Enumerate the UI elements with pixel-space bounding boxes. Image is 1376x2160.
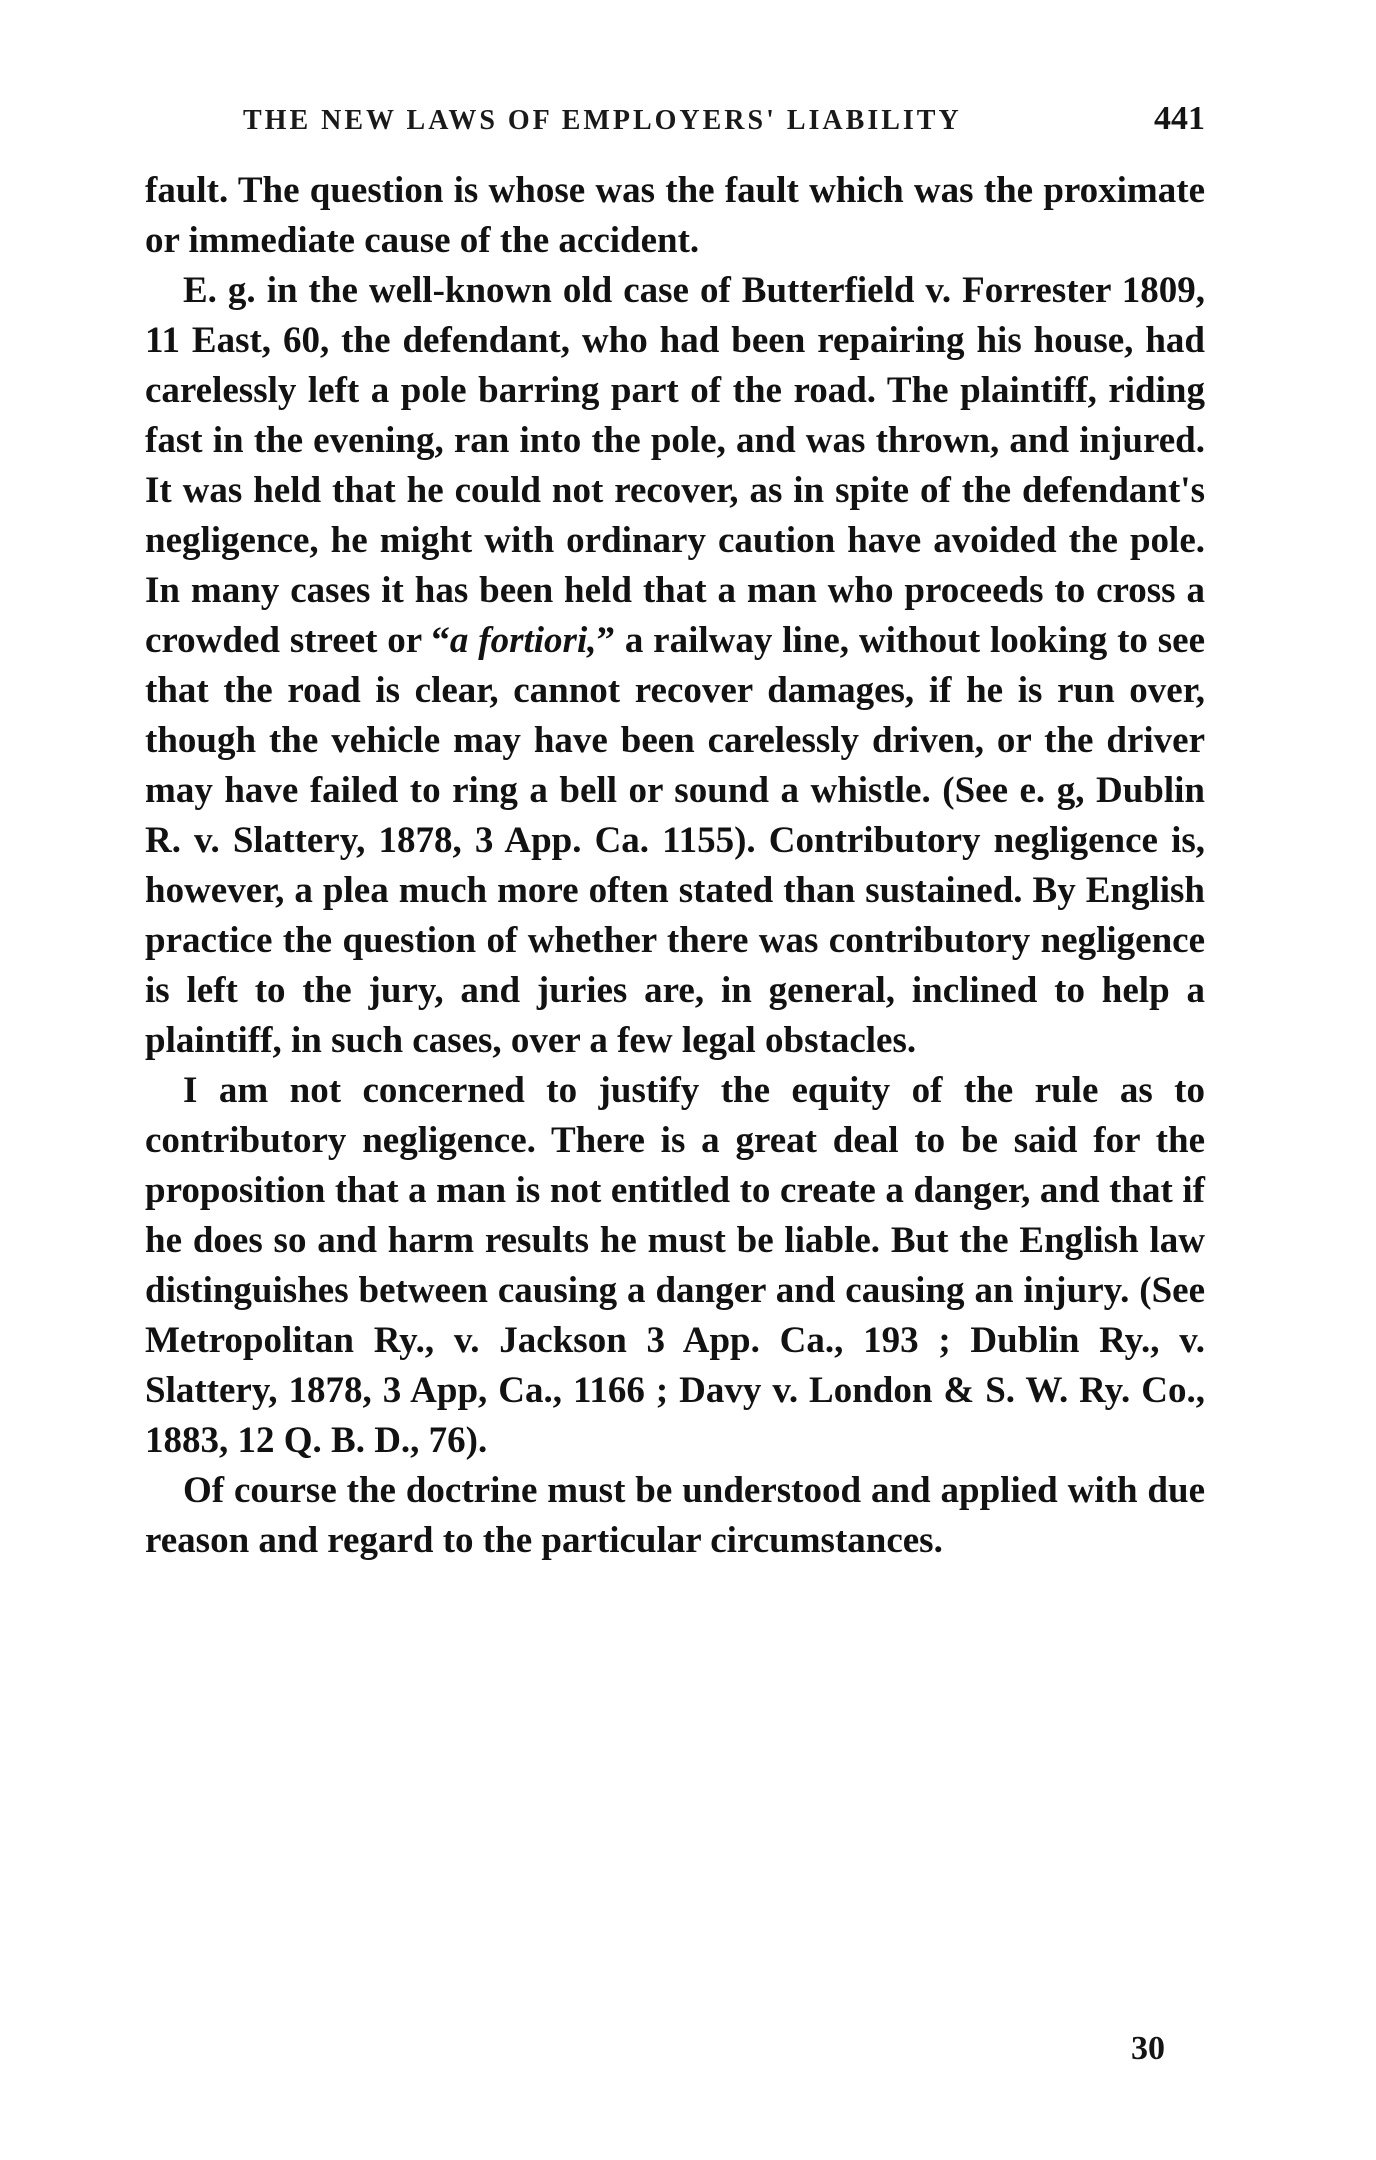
paragraph-text: E. g. in the well-known old case of Butterfield v. Forrester 1809, 11 East, 60, the defendant, who had been repairing his house, had carelessly left a pole barring part of the road. The plaintiff, riding fast in the evening, ran into the pole, and was thrown, and injured. It was held that he could not recover, as in spite of the defendant's negligence, he might with ordinary caution have avoided the pole. In many cases it has been held that a man who proceeds to cross a crowded street or “: [145, 270, 1205, 661]
paragraph-2: [145, 266, 1205, 1066]
signature-mark: 30: [1131, 2030, 1165, 2067]
paragraph-text: Of course the doctrine must be understood and applied with due reason and regard to the particular circumstances.: [145, 1470, 1205, 1561]
paragraph-1: [145, 166, 1205, 266]
page-header: [243, 100, 1205, 148]
page-number: 441: [1154, 100, 1205, 137]
book-page: [145, 100, 1205, 2140]
paragraph-text: fault. The question is whose was the fault which was the proximate or immediate cause of the accident.: [145, 170, 1205, 261]
paragraph-text: I am not concerned to justify the equity of the rule as to contributory negligence. There is a great deal to be said for the proposition that a man is not entitled to create a danger, and that if he does so and harm results he must be liable. But the English law distinguishes between causing a danger and causing an injury. (See Metropolitan Ry., v. Jackson 3 App. Ca., 193 ; Dublin Ry., v. Slattery, 1878, 3 App, Ca., 1166 ; Davy v. London & S. W. Ry. Co., 1883, 12 Q. B. D., 76).: [145, 1070, 1205, 1461]
body-text: [145, 166, 1205, 1566]
paragraph-3: [145, 1066, 1205, 1466]
italic-latin-phrase: a fortiori,: [449, 620, 597, 661]
running-head: THE NEW LAWS OF EMPLOYERS' LIABILITY: [243, 105, 962, 136]
paragraph-text: ” a railway line, without looking to see that the road is clear, cannot recover damages, if he is run over, though the vehicle may have been carelessly driven, or the driver may have failed to ring a bell or sound a whistle. (See e. g, Dublin R. v. Slattery, 1878, 3 App. Ca. 1155). Contributory negligence is, however, a plea much more often stated than sustained. By English practice the question of whether there was contributory negligence is left to the jury, and juries are, in general, inclined to help a plaintiff, in such cases, over a few legal obstacles.: [145, 620, 1205, 1061]
paragraph-4: [145, 1466, 1205, 1566]
